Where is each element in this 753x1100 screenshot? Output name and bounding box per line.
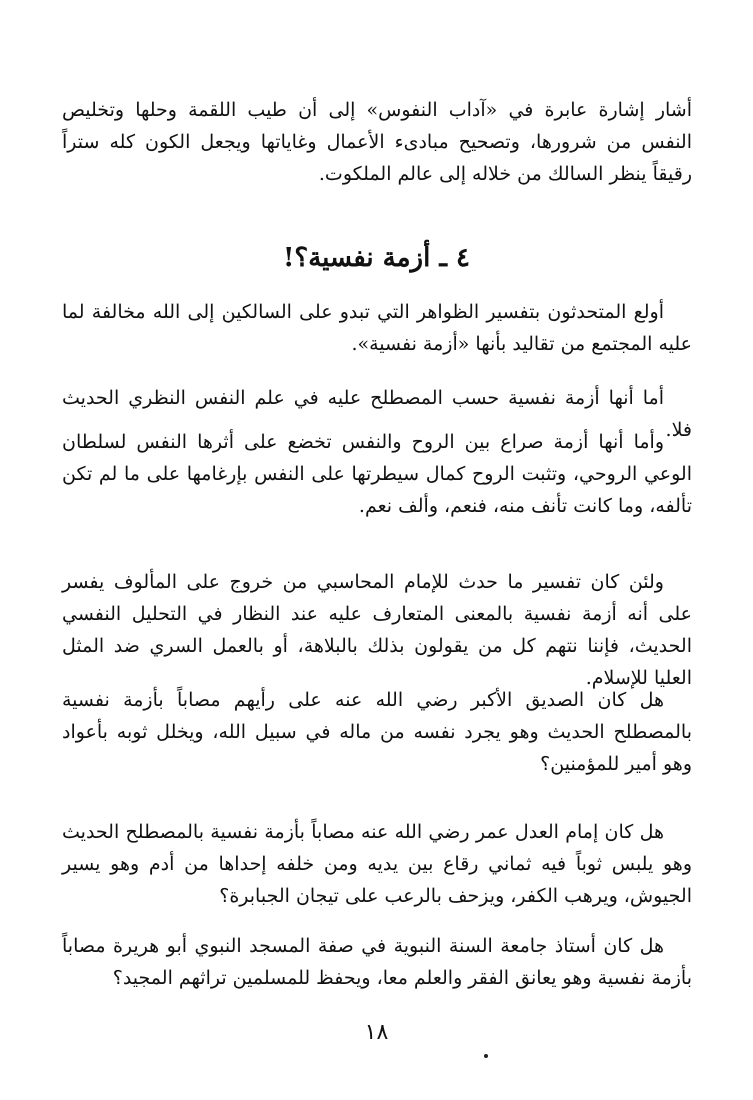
paragraph-block-8	[62, 930, 692, 994]
section-heading: ٤ ـ أزمة نفسية؟!	[283, 243, 470, 273]
paragraph-block-7	[62, 816, 692, 912]
paragraph-8: هل كان أستاذ جامعة السنة النبوية في صفة المسجد النبوي أبو هريرة مصاباً بأزمة نفسية وهو يعانق الفقر والعلم معا، ويحفظ للمسلمين تراثهم المجيد؟	[62, 935, 692, 989]
paragraph-1: أشار إشارة عابرة في «آداب النفوس» إلى أن طيب اللقمة وحلها وتخليص النفس من شرورها، وتصحيح مبادىء الأعمال وغاياتها ويجعل الكون كله ستراً رقيقاً ينظر السالك من خلاله إلى عالم الملكوت.	[62, 99, 692, 185]
paragraph-7: هل كان إمام العدل عمر رضي الله عنه مصاباً بأزمة نفسية بالمصطلح الحديث وهو يلبس ثوباً فيه ثماني رقاع بين يديه ومن خلفه إحداها من أدم وهو يسير الجيوش، ويرهب الكفر، ويزحف بالرعب على تيجان الجبابرة؟	[62, 821, 692, 907]
paragraph-block-6	[62, 684, 692, 780]
page-number: ١٨	[364, 1020, 389, 1045]
paragraph-block-intro	[62, 94, 692, 190]
paragraph-block-2	[62, 296, 692, 360]
paragraph-block-5	[62, 566, 692, 694]
paragraph-4: وأما أنها أزمة صراع بين الروح والنفس تخضع على أثرها النفس لسلطان الوعي الروحي، وتثبت الروح كمال سيطرتها على النفس بإرغامها على ما لم تكن تألفه، وما كانت تأنف منه، فنعم، وألف نعم.	[62, 431, 692, 517]
print-dot-mark	[484, 1054, 488, 1058]
paragraph-5: ولئن كان تفسير ما حدث للإمام المحاسبي من خروج على المألوف يفسر على أنه أزمة نفسية بالمعنى المتعارف عليه عند النظار في التحليل النفسي الحديث، فإننا نتهم كل من يقولون بذلك بالبلاهة، أو بالعمل السري ضد المثل العليا للإسلام.	[62, 571, 692, 689]
paragraph-block-4	[62, 426, 692, 522]
paragraph-6: هل كان الصديق الأكبر رضي الله عنه على رأيهم مصاباً بأزمة نفسية بالمصطلح الحديث وهو يجرد نفسه من ماله في سبيل الله، ويخلل ثوبه بأعواد وهو أمير للمؤمنين؟	[62, 689, 692, 775]
paragraph-2: أولع المتحدثون بتفسير الظواهر التي تبدو على السالكين إلى الله مخالفة لما عليه المجتمع من تقاليد بأنها «أزمة نفسية».	[62, 301, 692, 355]
paragraph-3: أما أنها أزمة نفسية حسب المصطلح عليه في علم النفس النظري الحديث فلا.	[62, 387, 692, 441]
